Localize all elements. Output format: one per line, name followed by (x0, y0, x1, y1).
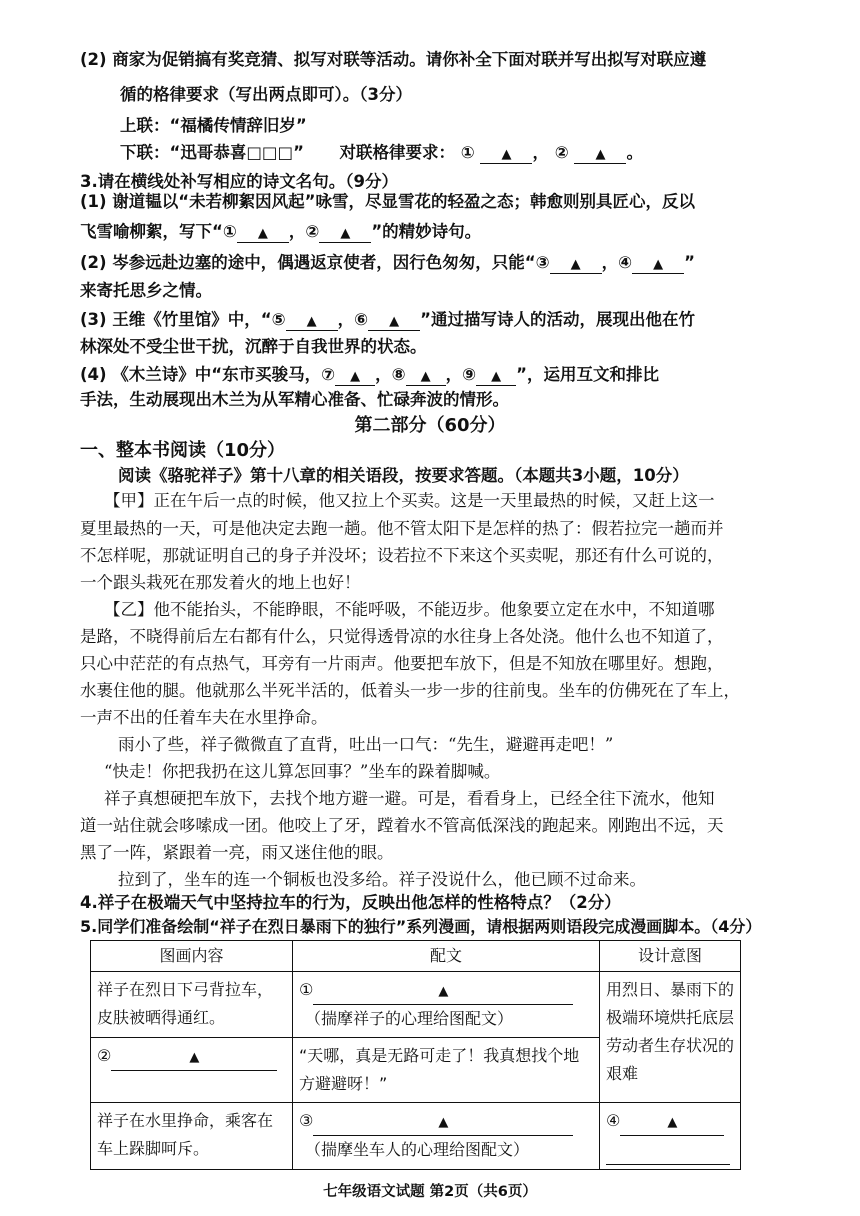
q2-2-line2: 循的格律要求（写出两点即可）。（3分） (120, 85, 412, 104)
answer-marker-icon: ▲ (438, 984, 449, 999)
passage-jia-line: 一个跟头栽死在那发着火的地上也好！ (80, 573, 361, 592)
q3-p3-line2: 林深处不受尘世干扰，沉醉于自我世界的状态。 (80, 337, 427, 356)
answer-marker-icon: ▲ (389, 314, 400, 329)
r3-intent: ④ ▲ (600, 1103, 741, 1170)
blank-7[interactable] (335, 365, 375, 386)
blank-3[interactable] (550, 253, 602, 274)
passage-yi-line: 是路，不晓得前后左右都有什么，只觉得透骨凉的水往身上各处浇。他什么也不知道了， (80, 627, 724, 646)
answer-marker-icon: ▲ (653, 257, 664, 272)
passage-jia-line: 不怎样呢，那就证明自己的身子并没坏；设若拉不下来这个买卖呢，那还有什么可说的， (80, 546, 724, 565)
answer-marker-icon: ▲ (595, 147, 606, 162)
passage-yi-line: 【乙】他不能抬头，不能睁眼，不能呼吸，不能迈步。他象要立定在水中，不知道哪 (104, 600, 715, 619)
blank-5[interactable] (286, 310, 338, 331)
passage-yi-line: 拉到了，坐车的连一个铜板也没多给。祥子没说什么，他已顾不过命来。 (118, 870, 646, 889)
header-intent: 设计意图 (600, 941, 741, 972)
reading-intro: 阅读《骆驼祥子》第十八章的相关语段，按要求答题。（本题共3小题，10分） (118, 466, 689, 485)
r3-caption-hint: （揣摩坐车人的心理给图配文） (305, 1140, 530, 1159)
answer-marker-icon: ▲ (570, 257, 581, 272)
rule-label: 对联格律要求： (339, 143, 455, 162)
couplet-lower: 下联：“迅哥恭喜□□□” (120, 143, 304, 162)
rule-1-num: ① (460, 143, 475, 162)
intent-rows-1-2: 用烈日、暴雨下的极端环境烘托底层劳动者生存状况的艰难 (600, 972, 741, 1103)
r1-caption-blank[interactable] (313, 976, 573, 1005)
passage-yi-line: 一声不出的任着车夫在水里挣命。 (80, 708, 328, 727)
couplet-upper: 上联：“福橘传情辞旧岁” (120, 116, 307, 135)
r1-content: 祥子在烈日下弓背拉车，皮肤被晒得通红。 (91, 972, 293, 1038)
part2-title: 第二部分（60分） (354, 415, 506, 436)
rule-2-blank[interactable] (574, 143, 626, 164)
r2-caption: “天哪，真是无路可走了！我真想找个地方避避呀！” (293, 1038, 600, 1103)
q2-2-line1: (2) 商家为促销搞有奖竞猜、拟写对联等活动。请你补全下面对联并写出拟写对联应遵 (80, 50, 707, 69)
r3-caption: ③ ▲ （揣摩坐车人的心理给图配文） (293, 1103, 600, 1170)
answer-marker-icon: ▲ (340, 226, 351, 241)
couplet-lower-row: 下联：“迅哥恭喜□□□” 对联格律要求： ① ▲ ， ② ▲ 。 (120, 143, 643, 162)
passage-jia-line: 夏里最热的一天，可是他决定去跑一趟。他不管太阳下是怎样的热了：假若拉完一趟而并 (80, 519, 724, 538)
answer-marker-icon: ▲ (306, 314, 317, 329)
blank-2[interactable] (319, 222, 371, 243)
passage-jia-line: 【甲】正在午后一点的时候，他又拉上个买卖。这是一天里最热的时候，又赶上这一 (104, 491, 715, 510)
section1-title: 一、整本书阅读（10分） (80, 440, 286, 461)
answer-marker-icon: ▲ (438, 1115, 449, 1130)
q3-p3-line1: (3) 王维《竹里馆》中，“⑤ ▲ ，⑥ ▲ ”通过描写诗人的活动，展现出他在竹 (80, 310, 695, 329)
passage-yi-line: 水裹住他的腿。他就那么半死半活的，低着头一步一步的往前曳。坐车的仿佛死在了车上， (80, 681, 740, 700)
comic-script-table (90, 940, 741, 1170)
r3-content: 祥子在水里挣命，乘客在车上跺脚呵斥。 (91, 1103, 293, 1170)
r3-caption-blank[interactable] (313, 1107, 573, 1136)
answer-marker-icon: ▲ (491, 369, 502, 384)
page-footer: 七年级语文试题 第2页（共6页） (323, 1184, 537, 1200)
blank-6[interactable] (368, 310, 420, 331)
q3-stem: 3.请在横线处补写相应的诗文名句。（9分） (80, 172, 398, 191)
r2-content-blank[interactable] (111, 1042, 277, 1071)
q4-stem: 4.祥子在极端天气中坚持拉车的行为，反映出他怎样的性格特点？（2分） (80, 893, 621, 912)
passage-yi-line: 雨小了些，祥子微微直了直背，吐出一口气：“先生，避避再走吧！” (118, 735, 614, 754)
passage-yi-line: “快走！你把我扔在这儿算怎回事？”坐车的跺着脚喊。 (104, 762, 501, 781)
passage-yi-line: 只心中茫茫的有点热气，耳旁有一片雨声。他要把车放下，但是不知放在哪里好。想跑， (80, 654, 724, 673)
blank-8[interactable] (406, 365, 446, 386)
rule-1-blank[interactable] (480, 143, 532, 164)
answer-marker-icon: ▲ (189, 1050, 200, 1065)
r3-intent-blank[interactable] (620, 1107, 724, 1136)
passage-yi-line: 祥子真想硬把车放下，去找个地方避一避。可是，看看身上，已经全往下流水，他知 (104, 789, 715, 808)
header-content: 图画内容 (91, 941, 293, 972)
rule-2-num: ② (554, 143, 569, 162)
r2-content: ② ▲ (91, 1038, 293, 1103)
r3-intent-blank-2[interactable] (606, 1136, 730, 1165)
q3-p4-line1: (4) 《木兰诗》中“东市买骏马，⑦ ▲ ，⑧ ▲ ，⑨ ▲ ”，运用互文和排比 (80, 365, 659, 384)
answer-marker-icon: ▲ (350, 369, 361, 384)
r1-caption: ① ▲ （揣摩祥子的心理给图配文） (293, 972, 600, 1038)
q5-stem: 5.同学们准备绘制“祥子在烈日暴雨下的独行”系列漫画，请根据两则语段完成漫画脚本。（4分） (80, 917, 762, 936)
passage-yi-line: 道一站住就会哆嗦成一团。他咬上了牙，蹚着水不管高低深浅的跑起来。刚跑出不远，天 (80, 816, 724, 835)
q3-p2-line2: 来寄托思乡之情。 (80, 281, 212, 300)
blank-9[interactable] (476, 365, 516, 386)
blank-4[interactable] (632, 253, 684, 274)
r1-caption-hint: （揣摩祥子的心理给图配文） (305, 1009, 514, 1028)
answer-marker-icon: ▲ (501, 147, 512, 162)
blank-1[interactable] (237, 222, 289, 243)
passage-yi-line: 黑了一阵，紧跟着一亮，雨又迷住他的眼。 (80, 843, 394, 862)
answer-marker-icon: ▲ (420, 369, 431, 384)
answer-marker-icon: ▲ (257, 226, 268, 241)
q3-p4-line2: 手法，生动展现出木兰为从军精心准备、忙碌奔波的情形。 (80, 390, 509, 409)
answer-marker-icon: ▲ (667, 1115, 678, 1130)
q3-p1-line1: (1) 谢道韫以“未若柳絮因风起”咏雪，尽显雪花的轻盈之态；韩愈则别具匠心，反以 (80, 192, 695, 211)
header-caption: 配文 (293, 941, 600, 972)
q3-p1-line2: 飞雪喻柳絮，写下“① ▲ ，② ▲ ”的精妙诗句。 (80, 222, 482, 241)
q3-p2-line1: (2) 岑参远赴边塞的途中，偶遇返京使者，因行色匆匆，只能“③ ▲ ，④ ▲ ” (80, 253, 695, 272)
